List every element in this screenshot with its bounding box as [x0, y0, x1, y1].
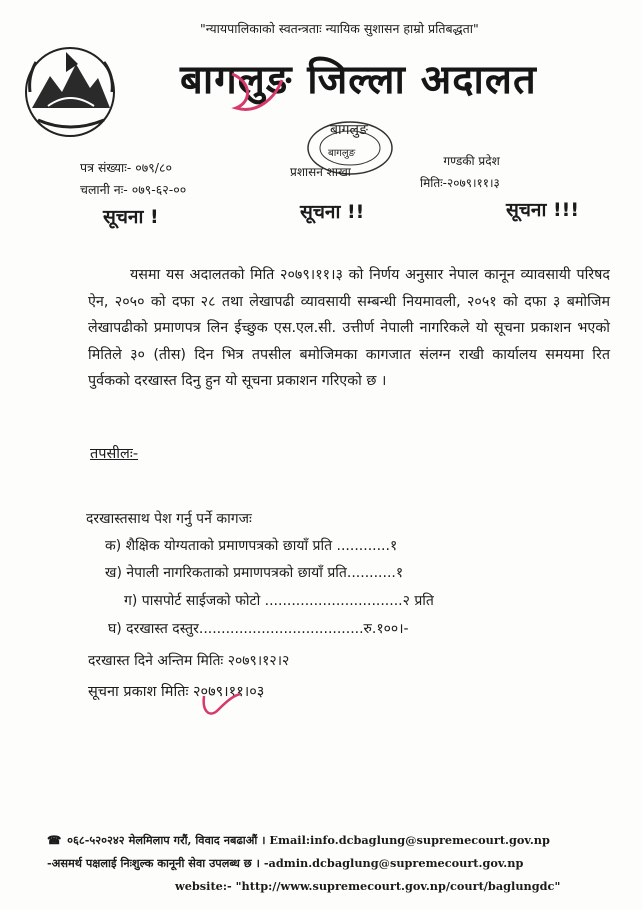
required-documents-intro: दरखास्तसाथ पेश गर्नु पर्ने कागजः — [86, 511, 252, 527]
section-name: प्रशासन शाखा — [290, 165, 351, 179]
court-name-title: बागलुङ जिल्ला अदालत — [180, 56, 537, 103]
footer-phone-email: ०६८-५२०२४२ मेलमिलाप गरौं, विवाद नबढाऔं । Email:info.dcbaglung@supremecourt.gov.np — [67, 833, 550, 847]
dispatch-number: चलानी नः- ०७९-६२-०० — [80, 182, 187, 197]
notice-heading: सूचना !! — [300, 201, 365, 223]
notice-heading: सूचना ! — [103, 206, 159, 228]
handwritten-initial-mark — [196, 686, 246, 726]
letter-number: पत्र संख्याः- ०७९/८० — [80, 160, 172, 175]
notice-heading: सूचना !!! — [506, 199, 579, 221]
handwritten-signature-mark — [222, 62, 292, 132]
svg-text:बागलुङ: बागलुङ — [330, 122, 368, 138]
court-motto: "न्यायपालिकाको स्वतन्त्रताः न्यायिक सुशासन हाम्रो प्रतिबद्धता" — [200, 21, 479, 36]
notice-body: यसमा यस अदालतको मिति २०७९।११।३ को निर्णय अनुसार नेपाल कानून व्यावसायी परिषद ऐन, २०५० को दफा २८ तथा लेखापढी व्यावसायी सम्बन्धी नियमावली, २०५१ को दफा ३ बमोजिम लेखापढीको प्रमाणपत्र लिन ईच्छुक एस.एल.सी. उत्तीर्ण नेपाली नागरिकले यो सूचना प्रकाशन भएको मितिले ३० (तीस) दिन भित्र तपसील बमोजिमका कागजात संलग्न राखी कार्यालय समयमा रित पुर्वकको दरखास्त दिनु हुन यो सूचना प्रकाशन गरिएको छ । — [88, 267, 610, 389]
footer-website: website:- "http://www.supremecourt.gov.np/court/baglungdc" — [175, 879, 561, 893]
document-list-item: क) शैक्षिक योग्यताको प्रमाणपत्रको छायाँ प्रति ............१ — [105, 538, 398, 554]
province-date-block — [420, 150, 500, 194]
publication-date: सूचना प्रकाश मितिः २०७९।११।०३ — [88, 684, 265, 700]
nepal-government-emblem-icon — [18, 42, 122, 142]
document-list-item: ग) पासपोर्ट साईजको फोटो ...............................२ प्रति — [124, 593, 434, 609]
telephone-icon: ☎ — [47, 833, 62, 847]
svg-text:बागलुङ: बागलुङ — [328, 148, 356, 159]
document-list-item: ख) नेपाली नागरिकताको प्रमाणपत्रको छायाँ प्रति...........१ — [105, 565, 404, 581]
document-list-item: घ) दरखास्त दस्तुर.....................................रु.१००।- — [108, 621, 409, 637]
reference-block — [80, 157, 186, 201]
notice-date: मितिः-२०७९।११।३ — [420, 176, 500, 190]
application-deadline: दरखास्त दिने अन्तिम मितिः २०७९।१२।२ — [88, 653, 290, 669]
province-name: गण्डकी प्रदेश — [443, 154, 500, 168]
footer-legal-aid: -असमर्थ पक्षलाई निःशुल्क कानूनी सेवा उपलब्ध छ । -admin.dcbaglung@supremecourt.gov.np — [47, 856, 524, 870]
footer-contact-line — [47, 833, 550, 848]
details-heading: तपसीलः- — [90, 446, 139, 462]
